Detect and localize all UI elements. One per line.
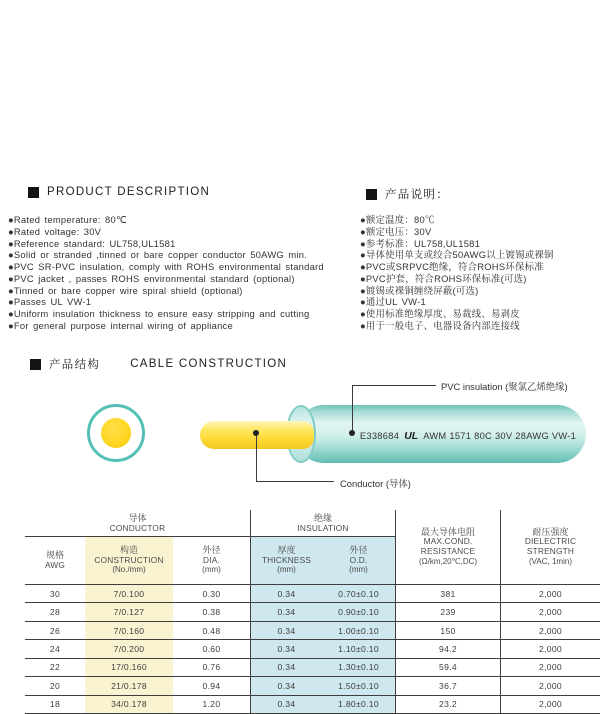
header-en: MAX.COND. (423, 536, 473, 547)
table-cell: 239 (395, 603, 500, 621)
list-item: ●Rated voltage: 30V (8, 225, 102, 237)
product-description-cn-title: 产品说明： (385, 189, 449, 201)
header-sub: (Ω/km,20℃,DC) (418, 556, 478, 566)
list-item: ●PVC护套，符合ROHS环保标准(可选) (360, 272, 527, 284)
table-cell: 7/0.127 (85, 603, 173, 621)
leader-line (256, 481, 334, 482)
header-en: THICKNESS (261, 554, 312, 565)
product-description-list (8, 214, 324, 332)
table-cell: 0.34 (250, 640, 322, 658)
group-label-en: INSULATION (297, 523, 349, 533)
table-cell: 1.50±0.10 (322, 677, 395, 695)
table-cell: 1.10±0.10 (322, 640, 395, 658)
group-label-cn: 绝缘 (313, 512, 332, 523)
cable-print-text (348, 424, 588, 448)
table-cell: 7/0.200 (85, 640, 173, 658)
table-header-thickness (250, 537, 322, 585)
table-cell: 0.34 (250, 622, 322, 640)
header-sub: (mm) (202, 565, 221, 575)
cable-construction-title-cn: 产品结构 (49, 359, 101, 371)
leader-dot (253, 430, 259, 436)
table-cell: 0.90±0.10 (322, 603, 395, 621)
header-sub: (No./mm) (112, 565, 146, 575)
header-cn: 外径 (349, 545, 368, 556)
table-cell: 2,000 (500, 677, 600, 695)
cable-construction-header (30, 356, 287, 372)
list-item: ●Uniform insulation thickness to ensure easy stripping and cutting (8, 308, 310, 319)
list-item: ●用于一般电子、电器设备内部连接线 (360, 319, 520, 331)
table-cell: 1.30±0.10 (322, 659, 395, 677)
table-cell: 30 (25, 585, 85, 603)
header-cn: 厚度 (277, 545, 296, 556)
table-cell: 0.34 (250, 659, 322, 677)
cable-cross-section-icon (87, 404, 145, 462)
header-sub: (VAC, 1min) (529, 556, 572, 566)
table-cell: 7/0.100 (85, 585, 173, 603)
header-sub: (mm) (277, 565, 296, 575)
table-cell: 0.34 (250, 603, 322, 621)
table-cell: 28 (25, 603, 85, 621)
table-cell: 1.80±0.10 (322, 696, 395, 714)
list-item: ●PVC或SRPVC绝缘，符合ROHS环保标准 (360, 261, 544, 272)
table-cell: 0.94 (173, 677, 250, 695)
table-header-resistance (395, 510, 500, 585)
table-cell: 2,000 (500, 659, 600, 677)
list-item: ●额定电压：30V (360, 225, 432, 237)
table-cell: 20 (25, 677, 85, 695)
table-header-awg (25, 537, 85, 585)
header-en: CONSTRUCTION (94, 554, 164, 565)
header-cn: 规格 (45, 549, 64, 560)
product-description-title: PRODUCT DESCRIPTION (47, 186, 211, 198)
table-cell: 36.7 (395, 677, 500, 695)
list-item: ●Tinned or bare copper wire spiral shield (optional) (8, 284, 243, 296)
cable-construction-title-en: CABLE CONSTRUCTION (130, 358, 288, 370)
table-cell: 0.76 (173, 659, 250, 677)
table-cell: 0.30 (173, 585, 250, 603)
table-cell: 381 (395, 585, 500, 603)
table-cell: 0.70±0.10 (322, 585, 395, 603)
table-cell: 150 (395, 622, 500, 640)
header-sub: (mm) (349, 565, 368, 575)
table-cell: 0.34 (250, 585, 322, 603)
table-cell: 0.48 (173, 622, 250, 640)
product-description-cn-header (366, 186, 449, 202)
list-item: ●使用标准绝缘厚度、易裁线、易剥皮 (360, 308, 520, 319)
table-cell: 2,000 (500, 640, 600, 658)
list-item: ●Passes UL VW-1 (8, 296, 92, 308)
section-marker-icon (366, 189, 377, 200)
leader-line (256, 436, 257, 481)
list-item: ●参考标准：UL758,UL1581 (360, 237, 481, 249)
list-item: ●Rated temperature: 80℃ (8, 214, 127, 225)
header-cn: 耐压强度 (532, 526, 569, 537)
ul-mark-icon: UL (404, 430, 419, 442)
header-en: DIELECTRIC (524, 536, 577, 547)
table-cell: 2,000 (500, 585, 600, 603)
table-header-dia (173, 537, 250, 585)
conductor-core-icon (101, 418, 131, 448)
table-cell: 7/0.160 (85, 622, 173, 640)
header-en: DIA. (203, 554, 220, 565)
table-cell: 18 (25, 696, 85, 714)
cable-print-suffix: AWM 1571 80C 30V 28AWG VW-1 (423, 431, 577, 441)
table-cell: 22 (25, 659, 85, 677)
product-description-header (28, 186, 210, 198)
list-item: ●额定温度：80℃ (360, 214, 435, 225)
leader-dot (349, 430, 355, 436)
list-item: ●导体使用单支或绞合50AWG以上镀锡或裸铜 (360, 249, 554, 261)
table-cell: 23.2 (395, 696, 500, 714)
table-cell: 34/0.178 (85, 696, 173, 714)
spec-table (25, 510, 600, 714)
table-cell: 17/0.160 (85, 659, 173, 677)
section-marker-icon (28, 187, 39, 198)
table-cell: 2,000 (500, 696, 600, 714)
table-cell: 26 (25, 622, 85, 640)
product-description-cn-list (360, 214, 554, 332)
pvc-insulation-label: PVC insulation (聚氯乙烯绝缘) (441, 381, 568, 392)
section-marker-icon (30, 359, 41, 370)
list-item: ●Solid or stranded ,tinned or bare copper conductor 50AWG min. (8, 249, 308, 261)
table-cell: 2,000 (500, 603, 600, 621)
list-item: ●通过UL VW-1 (360, 296, 426, 308)
table-cell: 2,000 (500, 622, 600, 640)
list-item: ●PVC SR-PVC insulation, comply with ROHS environmental standard (8, 261, 324, 272)
list-item: ●Reference standard: UL758,UL1581 (8, 237, 176, 249)
header-cn: 外径 (202, 545, 221, 556)
table-cell: 59.4 (395, 659, 500, 677)
table-group-insulation (250, 510, 395, 537)
table-header-od (322, 537, 395, 585)
cable-print-prefix: E338684 (359, 431, 400, 441)
group-label-en: CONDUCTOR (109, 523, 166, 533)
table-cell: 1.20 (173, 696, 250, 714)
table-cell: 0.60 (173, 640, 250, 658)
table-cell: 0.38 (173, 603, 250, 621)
header-en: AWG (44, 559, 66, 570)
leader-line (352, 385, 353, 432)
table-header-construction (85, 537, 173, 585)
list-item: ●PVC jacket , passes ROHS environmental standard (optional) (8, 272, 295, 284)
table-group-conductor (25, 510, 250, 537)
table-cell: 94.2 (395, 640, 500, 658)
table-cell: 1.00±0.10 (322, 622, 395, 640)
table-cell: 0.34 (250, 696, 322, 714)
header-en: RESISTANCE (420, 546, 476, 556)
group-label-cn: 导体 (128, 512, 147, 523)
table-header-dielectric (500, 510, 600, 585)
table-cell: 0.34 (250, 677, 322, 695)
conductor-label: Conductor (导体) (340, 478, 411, 489)
table-cell: 21/0.178 (85, 677, 173, 695)
header-cn: 最大导体电阻 (420, 526, 475, 537)
table-cell: 24 (25, 640, 85, 658)
header-en: STRENGTH (526, 546, 575, 556)
list-item: ●镀锡或裸铜缠绕屏蔽(可选) (360, 284, 479, 296)
list-item: ●For general purpose internal wiring of appliance (8, 319, 233, 331)
leader-line (352, 385, 436, 386)
header-en: O.D. (349, 554, 368, 565)
header-cn: 构造 (119, 545, 138, 556)
